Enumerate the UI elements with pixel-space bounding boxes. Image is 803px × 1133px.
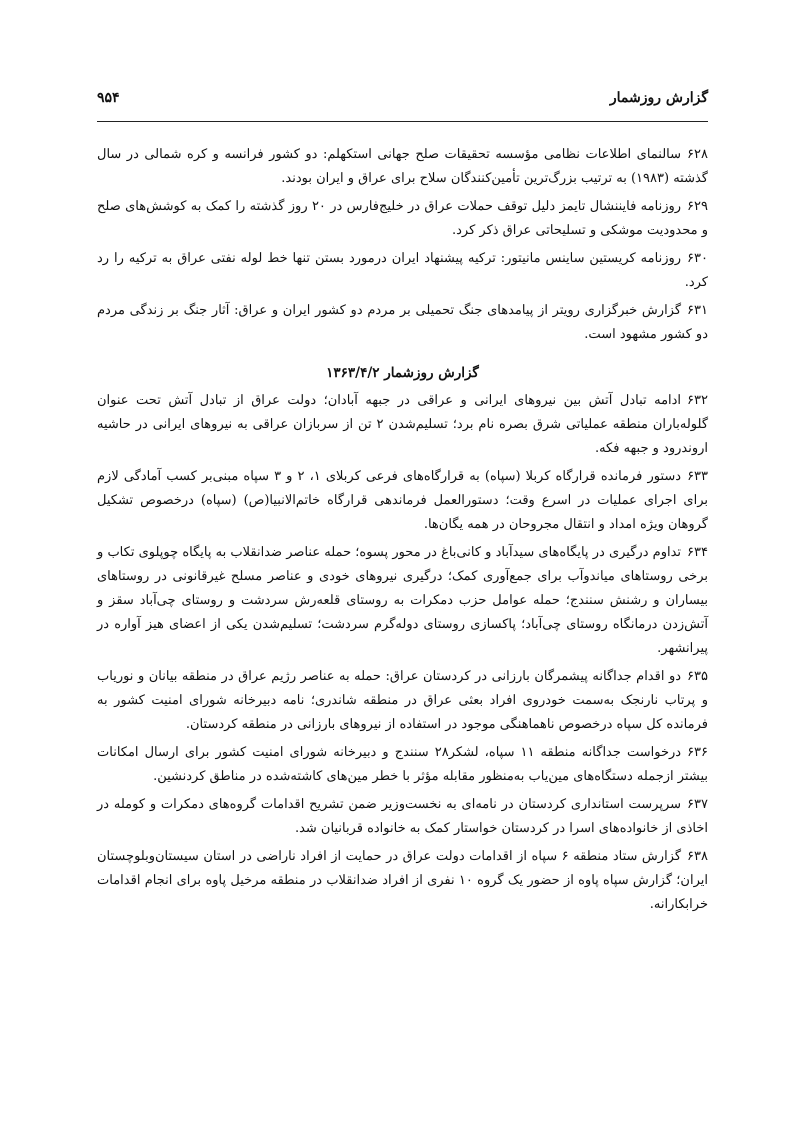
entry-number: ۶۲۸ <box>687 147 708 162</box>
entries-group-a <box>97 143 708 347</box>
entry-text: دستور فرمانده قرارگاه کربلا (سپاه) به قرارگاه‌های فرعی کربلای ۱، ۲ و ۳ سپاه مبنی‌بر کسب آمادگی لازم برای اجرای عملیات در اسرع وقت؛ دستورالعمل فرماندهی قرارگاه خاتم‌الانبیا(ص) (سپاه) درخصوص تشکیل گروهان ویژه امداد و انتقال مجروحان در همه یگان‌ها. <box>97 469 708 532</box>
entry-text: روزنامه کریستین ساینس مانیتور: ترکیه پیشنهاد ایران درمورد بستن تنها خط لوله نفتی عراق به ترکیه را رد کرد. <box>97 251 708 290</box>
entry-number: ۶۳۲ <box>687 393 708 408</box>
entry-paragraph <box>97 541 708 661</box>
entry-text: سالنمای اطلاعات نظامی مؤسسه تحقیقات صلح جهانی استکهلم: دو کشور فرانسه و کره شمالی در سال گذشته (۱۹۸۳) به ترتیب بزرگ‌ترین تأمین‌کنندگان سلاح برای عراق و ایران بودند. <box>97 147 708 186</box>
entry-paragraph <box>97 143 708 191</box>
running-header <box>97 90 708 114</box>
entry-number: ۶۳۴ <box>687 545 708 560</box>
entry-paragraph <box>97 741 708 789</box>
entry-text: تداوم درگیری در پایگاه‌های سیدآباد و کانی‌باغ در محور پسوه؛ حمله عناصر ضدانقلاب به پایگاه چوپلوی تکاب و برخی روستاهای میاندوآب برای جمع‌آوری کمک؛ درگیری نیروهای خودی و عناصر مسلح غیرقانونی در روستاهای بیساران و رشنش سنندج؛ حمله عوامل حزب دمکرات به روستای قلعه‌رش سردشت و روستای چی‌آباد سقز و آتش‌زدن درمانگاه روستای چی‌آباد؛ پاکسازی روستای دوله‌گرم سردشت؛ تسلیم‌شدن یکی از اعضای هیز آواره در پیرانشهر. <box>97 545 708 656</box>
entry-number: ۶۳۷ <box>687 797 708 812</box>
entry-text: سرپرست استانداری کردستان در نامه‌ای به نخست‌وزیر ضمن تشریح اقدامات گروه‌های دمکرات و کومله در اخاذی از خانواده‌های اسرا در کردستان خواستار کمک به خانواده قربانیان شد. <box>97 797 708 836</box>
entry-number: ۶۳۰ <box>687 251 708 266</box>
entry-text: روزنامه فایننشال تایمز دلیل توقف حملات عراق در خلیج‌فارس در ۲۰ روز گذشته را کمک به کوشش‌های صلح و محدودیت موشکی و تسلیحاتی عراق ذکر کرد. <box>97 199 708 238</box>
entry-paragraph <box>97 389 708 461</box>
entry-number: ۶۳۱ <box>687 303 708 318</box>
entry-paragraph <box>97 845 708 917</box>
header-rule <box>97 121 708 122</box>
page-number: ۹۵۴ <box>97 90 120 106</box>
document-body <box>97 143 708 921</box>
entry-number: ۶۳۶ <box>687 745 709 760</box>
entry-paragraph <box>97 299 708 347</box>
entry-paragraph <box>97 665 708 737</box>
entry-paragraph <box>97 195 708 243</box>
entry-number: ۶۳۵ <box>687 669 708 684</box>
entry-text: گزارش ستاد منطقه ۶ سپاه از اقدامات دولت عراق در حمایت از افراد ناراضی در استان سیستان‌وبلوچستان ایران؛ گزارش سپاه پاوه از حضور یک گروه ۱۰ نفری از افراد ضدانقلاب در منطقه مرخیل پاوه برای انجام اقدامات خرابکارانه. <box>97 849 708 912</box>
entry-paragraph <box>97 247 708 295</box>
entry-text: دو اقدام جداگانه پیشمرگان بارزانی در کردستان عراق: حمله به عناصر رژیم عراق در منطقه بیانان و نوریاب و پرتاب نارنجک به‌سمت خودروی افراد بعثی عراق در منطقه شاندری؛ نامه دبیرخانه شورای امنیت کشور به فرمانده کل سپاه درخصوص ناهماهنگی موجود در استفاده از نیروهای بارزانی در منطقه کردستان. <box>97 669 708 732</box>
entry-text: درخواست جداگانه منطقه ۱۱ سپاه، لشکر۲۸ سنندج و دبیرخانه شورای امنیت کشور برای ارسال امکانات بیشتر ازجمله دستگاه‌های مین‌یاب به‌منظور مقابله مؤثر با خطر مین‌های کاشته‌شده در مناطق کردنشین. <box>97 745 708 784</box>
entry-paragraph <box>97 793 708 841</box>
entry-number: ۶۳۸ <box>687 849 708 864</box>
entries-group-b <box>97 389 708 917</box>
entry-text: ادامه تبادل آتش بین نیروهای ایرانی و عراقی در جبهه آبادان؛ دولت عراق از تبادل آتش تحت عنوان گلوله‌باران منطقه عملیاتی شرق بصره نام برد؛ تسلیم‌شدن ۲ تن از سربازان عراقی به نیروهای ایرانی در حاشیه اروندرود و جبهه فکه. <box>97 393 709 456</box>
entry-number: ۶۳۳ <box>687 469 709 484</box>
header-title: گزارش روزشمار <box>609 90 708 106</box>
entry-text: گزارش خبرگزاری رویتر از پیامدهای جنگ تحمیلی بر مردم دو کشور ایران و عراق: آثار جنگ بر زندگی مردم دو کشور مشهود است. <box>97 303 708 342</box>
entry-paragraph <box>97 465 708 537</box>
entry-number: ۶۲۹ <box>687 199 708 214</box>
section-title: گزارش روزشمار ۱۳۶۳/۴/۲ <box>326 365 479 381</box>
